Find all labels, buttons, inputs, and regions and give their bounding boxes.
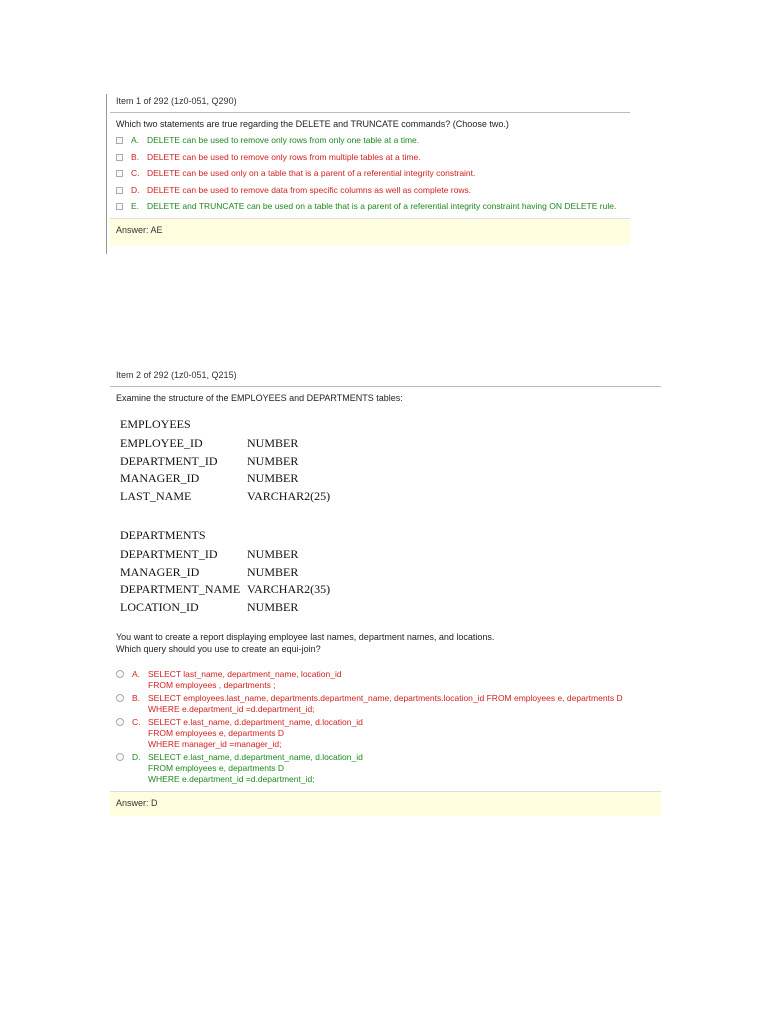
option-text xyxy=(147,168,475,179)
option-line: FROM employees e, departments D xyxy=(148,728,285,738)
spacer xyxy=(120,506,661,524)
question-item-2 xyxy=(110,370,661,816)
prompt-line: You want to create a report displaying employee last names, department names, and locations. xyxy=(116,632,495,642)
answer-box: Answer: AE xyxy=(110,218,630,245)
column-name: DEPARTMENT_ID xyxy=(120,547,218,561)
checkbox[interactable] xyxy=(116,154,123,161)
option-letter: B. xyxy=(132,693,141,703)
option-a[interactable] xyxy=(116,669,661,691)
option-c[interactable] xyxy=(116,717,661,750)
radio-button[interactable] xyxy=(116,670,124,678)
option-text xyxy=(148,752,363,785)
answer-box: Answer: D xyxy=(110,791,661,816)
checkbox[interactable] xyxy=(116,187,123,194)
option-c[interactable] xyxy=(116,168,630,179)
column-type: NUMBER xyxy=(247,436,299,450)
option-text xyxy=(147,185,471,196)
option-line: DELETE can be used to remove only rows from only one table at a time. xyxy=(147,135,420,145)
column-type: NUMBER xyxy=(247,471,299,485)
option-a[interactable] xyxy=(116,135,630,146)
options-list xyxy=(110,135,630,212)
option-letter: D. xyxy=(131,184,140,195)
option-b[interactable] xyxy=(116,693,661,715)
option-e[interactable] xyxy=(116,201,630,212)
schema-row xyxy=(120,471,661,489)
left-divider xyxy=(106,94,107,254)
column-type: NUMBER xyxy=(247,599,299,614)
option-letter: E. xyxy=(131,201,140,211)
option-text xyxy=(148,717,363,750)
table-name: EMPLOYEES xyxy=(120,417,191,431)
column-name: EMPLOYEE_ID xyxy=(120,436,203,450)
table-name: DEPARTMENTS xyxy=(120,528,206,542)
option-line: SELECT last_name, department_name, location_id xyxy=(148,669,342,679)
option-letter: C. xyxy=(131,168,140,178)
option-line: DELETE can be used to remove data from specific columns as well as complete rows. xyxy=(147,184,472,195)
option-line: WHERE e.department_id =d.department_id; xyxy=(148,774,315,784)
option-line: DELETE can be used only on a table that is a parent of a referential integrity constraint. xyxy=(147,168,476,178)
column-type: VARCHAR2(25) xyxy=(247,488,331,503)
schema-row xyxy=(120,547,661,565)
column-type: NUMBER xyxy=(247,564,299,579)
column-name: DEPARTMENT_NAME xyxy=(120,582,241,596)
option-letter: A. xyxy=(132,669,141,679)
option-text xyxy=(148,693,623,715)
column-name: MANAGER_ID xyxy=(120,471,200,485)
item-header: Item 2 of 292 (1z0-051, Q215) xyxy=(110,370,661,387)
option-line: WHERE manager_id =manager_id; xyxy=(148,739,282,749)
radio-button[interactable] xyxy=(116,694,124,702)
option-d[interactable] xyxy=(116,752,661,785)
option-line: FROM employees e, departments D xyxy=(148,763,285,773)
checkbox[interactable] xyxy=(116,137,123,144)
schema-row xyxy=(120,436,661,454)
radio-button[interactable] xyxy=(116,753,124,761)
option-text xyxy=(147,152,421,163)
option-line: DELETE can be used to remove only rows from multiple tables at a time. xyxy=(147,151,421,162)
radio-button[interactable] xyxy=(116,718,124,726)
table-schema xyxy=(110,409,661,617)
schema-row xyxy=(120,489,661,507)
prompt-line: Which query should you use to create an equi-join? xyxy=(116,644,321,654)
schema-row xyxy=(120,582,661,600)
option-text xyxy=(147,135,419,146)
question-text: Which two statements are true regarding the DELETE and TRUNCATE commands? (Choose two.) xyxy=(116,119,509,129)
checkbox[interactable] xyxy=(116,203,123,210)
option-text xyxy=(148,669,342,691)
item-header: Item 1 of 292 (1z0-051, Q290) xyxy=(110,96,630,113)
question-item-1 xyxy=(110,96,630,245)
schema-row xyxy=(120,565,661,583)
option-letter: D. xyxy=(132,752,141,762)
option-letter: B. xyxy=(131,151,140,162)
option-line: FROM employees , departments ; xyxy=(148,680,276,690)
option-letter: A. xyxy=(131,135,140,145)
column-type: NUMBER xyxy=(247,547,299,561)
column-name: LOCATION_ID xyxy=(120,599,199,614)
option-line: SELECT e.last_name, d.department_name, d.location_id xyxy=(148,752,363,762)
option-line: WHERE e.department_id =d.department_id; xyxy=(148,704,315,714)
schema-row xyxy=(120,454,661,472)
options-list xyxy=(110,669,661,785)
option-d[interactable] xyxy=(116,185,630,196)
column-type: VARCHAR2(35) xyxy=(247,582,331,596)
option-letter: C. xyxy=(132,717,141,727)
option-line: SELECT employees.last_name, departments.department_name, departments.location_id FROM employees e, departments D xyxy=(148,693,623,703)
option-line: SELECT e.last_name, d.department_name, d.location_id xyxy=(148,717,363,727)
option-b[interactable] xyxy=(116,152,630,163)
option-line: DELETE and TRUNCATE can be used on a table that is a parent of a referential integrity constraint having ON DELETE rule. xyxy=(147,201,617,211)
question-text: Examine the structure of the EMPLOYEES and DEPARTMENTS tables: xyxy=(116,393,403,403)
column-type: NUMBER xyxy=(247,453,299,468)
column-name: LAST_NAME xyxy=(120,488,192,503)
question-prompt xyxy=(110,617,661,669)
column-name: MANAGER_ID xyxy=(120,564,200,579)
option-text xyxy=(147,201,616,212)
column-name: DEPARTMENT_ID xyxy=(120,453,218,468)
checkbox[interactable] xyxy=(116,170,123,177)
schema-row xyxy=(120,600,661,618)
